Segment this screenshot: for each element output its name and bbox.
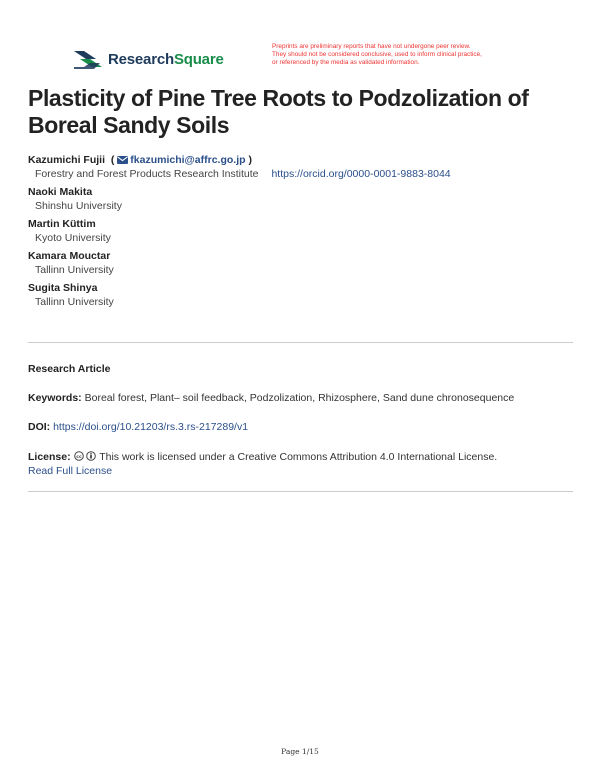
author-entry — [28, 153, 573, 181]
research-square-logo-icon — [74, 47, 102, 71]
page-number: Page 1/15 — [281, 747, 319, 756]
author-entry — [28, 249, 573, 277]
author-entry — [28, 217, 573, 245]
section-divider — [28, 491, 573, 492]
logo-word-square: Square — [173, 50, 224, 68]
author-name: Sugita Shinya — [28, 282, 98, 294]
doi-link[interactable]: https://doi.org/10.21203/rs.3.rs-217289/v1 — [53, 421, 249, 433]
author-affiliation: Tallinn University — [35, 296, 114, 308]
author-affiliation: Tallinn University — [35, 264, 114, 276]
svg-text:cc: cc — [75, 454, 82, 460]
author-name-text: Kazumichi Fujii — [28, 154, 106, 166]
mail-icon — [117, 156, 128, 164]
disclaimer-line: or referenced by the media as validated information. — [272, 58, 420, 66]
research-square-logo[interactable] — [74, 47, 224, 71]
author-name — [28, 153, 573, 167]
preprint-disclaimer — [272, 43, 532, 66]
disclaimer-line: Preprints are preliminary reports that have not undergone peer review. — [272, 43, 471, 50]
author-name: Kamara Mouctar — [28, 250, 111, 262]
logo-word-research: Research — [108, 50, 174, 68]
orcid-link[interactable]: https://orcid.org/0000-0001-9883-8044 — [271, 168, 451, 180]
license-label: License: — [28, 451, 71, 463]
keywords-label: Keywords: — [28, 392, 82, 404]
disclaimer-line: They should not be considered conclusive, used to inform clinical practice, — [272, 50, 482, 58]
author-entry — [28, 185, 573, 213]
author-name: Martin Küttim — [28, 218, 96, 230]
article-type — [28, 362, 573, 376]
article-type-text: Research Article — [28, 363, 111, 375]
creative-commons-icon — [74, 451, 84, 461]
logo-wordmark — [108, 51, 224, 68]
author-entry — [28, 281, 573, 309]
keywords — [28, 391, 573, 405]
attribution-icon — [86, 451, 96, 461]
doi-label: DOI: — [28, 421, 51, 433]
read-full-license-link[interactable]: Read Full License — [28, 465, 113, 477]
author-email-link[interactable] — [117, 154, 248, 166]
author-affiliation — [28, 167, 573, 181]
affiliation-text: Forestry and Forest Products Research Institute — [35, 168, 259, 180]
author-affiliation: Shinshu University — [35, 200, 122, 212]
section-divider — [28, 342, 573, 343]
license — [28, 450, 573, 478]
author-affiliation: Kyoto University — [35, 232, 111, 244]
author-email-wrapper: ( fkazumichi@affrc.go.jp ) — [107, 154, 252, 166]
license-text: This work is licensed under a Creative Commons Attribution 4.0 International License. — [99, 451, 498, 463]
author-name: Naoki Makita — [28, 186, 93, 198]
doi — [28, 420, 573, 434]
author-list — [28, 153, 573, 313]
keywords-text: Boreal forest, Plant– soil feedback, Podzolization, Rhizosphere, Sand dune chronosequence — [84, 392, 515, 404]
author-email-text: fkazumichi@affrc.go.jp — [130, 154, 246, 166]
paper-title: Plasticity of Pine Tree Roots to Podzolization of Boreal Sandy Soils — [28, 85, 529, 138]
